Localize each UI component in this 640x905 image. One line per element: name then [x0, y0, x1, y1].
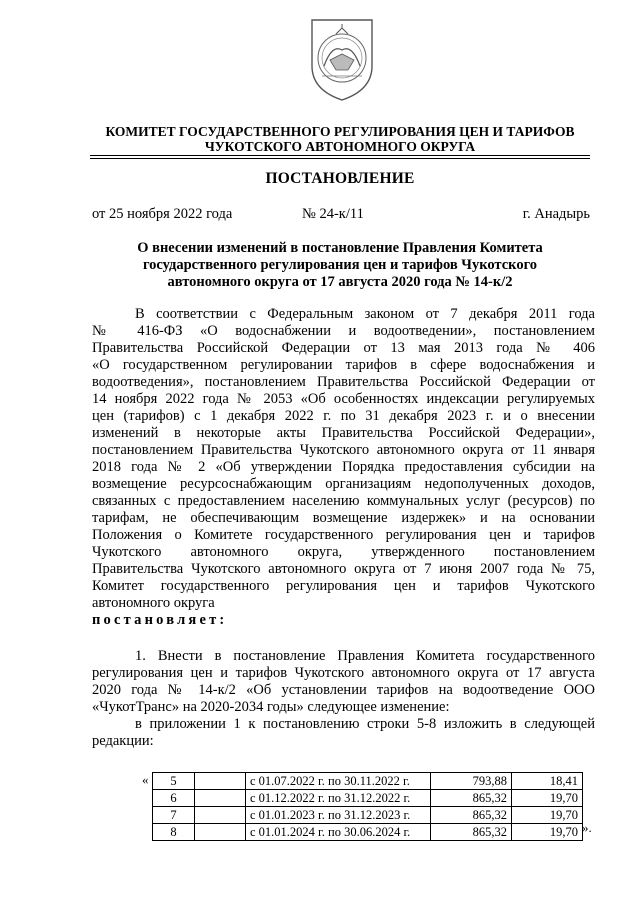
- preamble-line: Правительства Российской Федерации от 13 мая 2013 года № 406: [92, 340, 595, 356]
- item-line: 1. Внести в постановление Правления Комитета государственного: [135, 648, 595, 664]
- preamble-line: водоотведения», постановлением Правительства Российской Федерации от: [92, 374, 595, 390]
- subject-line: О внесении изменений в постановление Правления Комитета: [137, 240, 543, 256]
- organization-name-line1: КОМИТЕТ ГОСУДАРСТВЕННОГО РЕГУЛИРОВАНИЯ ЦЕН И ТАРИФОВ: [105, 124, 575, 139]
- preamble-line: 2018 года № 2 «Об утверждении Порядка предоставления субсидии на: [92, 459, 595, 475]
- preamble-line: изменений в некоторые акты Правительства Российской Федерации»,: [92, 425, 595, 441]
- header-rule-thin: [90, 158, 590, 159]
- table-row: [153, 790, 583, 807]
- row-period: с 01.01.2024 г. по 30.06.2024 г.: [246, 824, 431, 841]
- item-line: регулирования цен и тарифов Чукотского автономного округа от 17 августа: [92, 665, 595, 681]
- preamble-line: Правительства Чукотского автономного округа от 7 июня 2007 года № 75,: [92, 561, 595, 577]
- row-value2: 19,70: [512, 824, 583, 841]
- row-number: 5: [153, 773, 195, 790]
- subject-line: автономного округа от 17 августа 2020 года № 14-к/2: [167, 274, 513, 290]
- preamble-line: возмещение ресурсоснабжающим организациям недополученных доходов,: [92, 476, 595, 492]
- preamble-line: постановлением Правительства Чукотского автономного округа от 11 января: [92, 442, 595, 458]
- document-date: от 25 ноября 2022 года: [92, 206, 233, 222]
- row-blank: [195, 807, 246, 824]
- document-city: г. Анадырь: [522, 206, 590, 222]
- tariff-table: [152, 772, 583, 841]
- item-line: в приложении 1 к постановлению строки 5-8 изложить в следующей: [135, 716, 595, 732]
- preamble-line: автономного округа: [92, 595, 215, 611]
- row-blank: [195, 773, 246, 790]
- document-type-title: ПОСТАНОВЛЕНИЕ: [265, 170, 415, 187]
- coat-of-arms-icon: [302, 14, 382, 104]
- row-value2: 19,70: [512, 807, 583, 824]
- row-blank: [195, 790, 246, 807]
- document-number: № 24-к/11: [302, 206, 364, 222]
- row-blank: [195, 824, 246, 841]
- item-line: «ЧукотТранс» на 2020-2034 годы» следующее изменение:: [92, 699, 450, 715]
- row-period: с 01.12.2022 г. по 31.12.2022 г.: [246, 790, 431, 807]
- preamble-line: тарифам, не обеспечивающим возмещение издержек» и на основании: [92, 510, 595, 526]
- row-value1: 793,88: [431, 773, 512, 790]
- table-row: [153, 824, 583, 841]
- item-line: 2020 года № 14-к/2 «Об установлении тарифов на водоотведение ООО: [92, 682, 595, 698]
- decree-word: постановляет:: [92, 612, 228, 628]
- row-value2: 19,70: [512, 790, 583, 807]
- preamble-line: Чукотского автономного округа, утвержденного постановлением: [92, 544, 595, 560]
- preamble-line: цен (тарифов) с 1 декабря 2022 г. по 31 декабря 2023 г. и о внесении: [92, 408, 595, 424]
- preamble-line: В соответствии с Федеральным законом от 7 декабря 2011 года: [135, 306, 595, 322]
- table-row: [153, 773, 583, 790]
- item-line: редакции:: [92, 733, 154, 749]
- row-value1: 865,32: [431, 824, 512, 841]
- subject-line: государственного регулирования цен и тарифов Чукотского: [142, 257, 538, 273]
- table-close-quote: ».: [582, 820, 592, 835]
- row-number: 7: [153, 807, 195, 824]
- preamble-line: 14 ноября 2022 года № 2053 «Об особенностях индексации регулируемых: [92, 391, 595, 407]
- table-row: [153, 807, 583, 824]
- preamble-line: Комитет государственного регулирования цен и тарифов Чукотского: [92, 578, 595, 594]
- table-open-quote: «: [142, 772, 149, 787]
- row-value2: 18,41: [512, 773, 583, 790]
- row-period: с 01.07.2022 г. по 30.11.2022 г.: [246, 773, 431, 790]
- row-value1: 865,32: [431, 790, 512, 807]
- preamble-line: «О государственном регулировании тарифов в сфере водоснабжения и: [92, 357, 595, 373]
- row-value1: 865,32: [431, 807, 512, 824]
- header-rule-thick: [90, 155, 590, 156]
- row-period: с 01.01.2023 г. по 31.12.2023 г.: [246, 807, 431, 824]
- row-number: 6: [153, 790, 195, 807]
- preamble-line: связанных с предоставлением населению коммунальных услуг (ресурсов) по: [92, 493, 595, 509]
- organization-name-line2: ЧУКОТСКОГО АВТОНОМНОГО ОКРУГА: [204, 139, 476, 154]
- preamble-line: Положения о Комитете государственного регулирования цен и тарифов: [92, 527, 595, 543]
- preamble-line: № 416-ФЗ «О водоснабжении и водоотведении», постановлением: [92, 323, 595, 339]
- row-number: 8: [153, 824, 195, 841]
